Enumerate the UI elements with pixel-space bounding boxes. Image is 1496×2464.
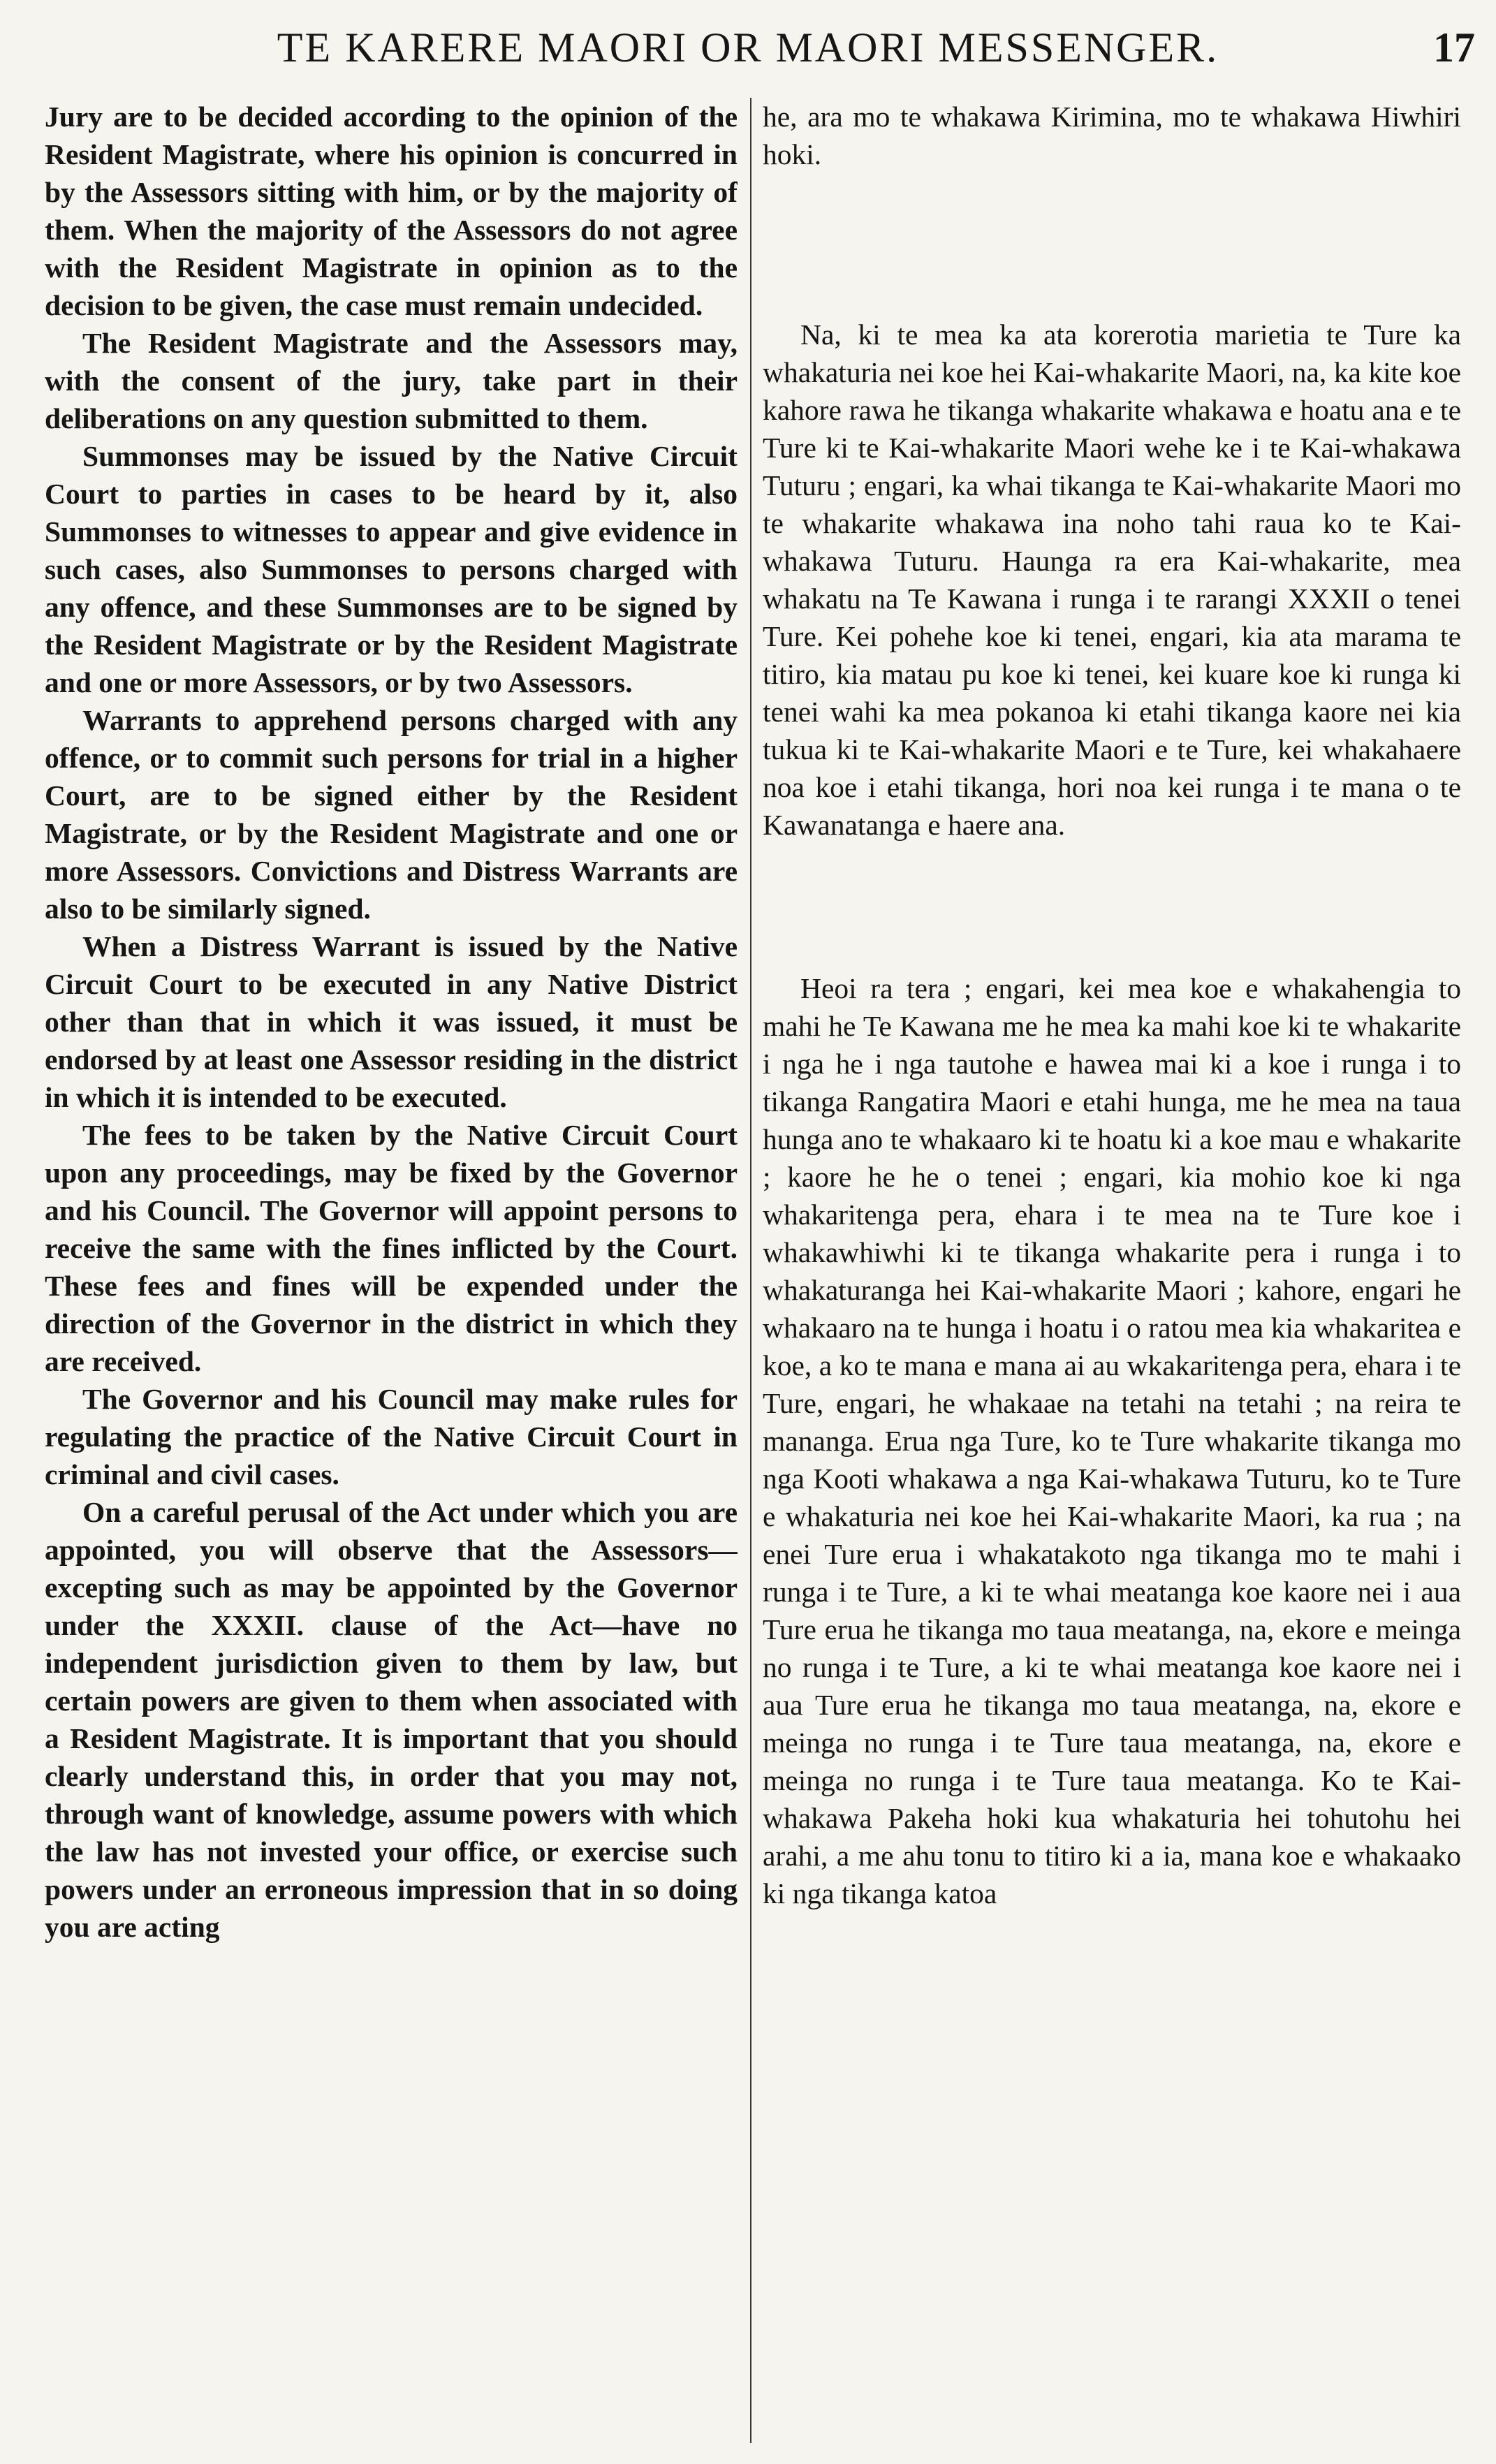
paragraph-heoi-ra-tera: Heoi ra tera ; engari, kei mea koe e whakahengia to mahi he Te Kawana me he mea ka mahi koe ki te whakarite i nga he i nga tautohe e hawea mai ki a koe i runga i to tikanga Rangatira Maori e etahi hunga, me he mea na taua hunga ano te whakaaro ki te hoatu ki a koe mau e whakarite ; kaore he he o tenei ; engari, kia mohio koe ki nga whakaritenga pera, ehara i te mea na te Ture koe i whakawhiwhi ki te tikanga whakarite pera i runga i to whakaturanga hei Kai-whakarite Maori ; kahore, engari he whakaaro na te hunga i hoatu i o ratou mea kia whakaritea e koe, a ko te mana e mana ai au wkakaritenga pera, ehara i te Ture, engari, he whakaae na tetahi na tetahi ; na reira te mananga. Erua nga Ture, ko te Ture whakarite tikanga mo nga Kooti whakawa a nga Kai-whakawa Tuturu, ko te Ture e whakaturia nei koe hei Kai-whakarite Maori, ka rua ; na enei Ture erua i whakatakoto nga tikanga mo te mahi i runga i te Ture, a ki te whai meatanga koe kaore nei i aua Ture erua he tikanga mo taua meatanga, na, ekore e meinga no runga i te Ture, a ki te whai meatanga koe kaore nei i aua Ture erua he tikanga mo taua meatanga, na, ekore e meinga no runga i te Ture taua meatanga, na, ekore e meinga no runga i te Ture taua meatanga. Ko te Kai-whakawa Pakeha hoki kua whakaturia hei tohutohu hei arahi, a me ahu tonu to titiro ki a ia, mana koe e whakaako ki nga tikanga katoa bbox=[763, 972, 1461, 1909]
page-number: 17 bbox=[1433, 24, 1475, 71]
page-header bbox=[0, 14, 1496, 77]
paragraph-summonses: Summonses may be issued by the Native Circuit Court to parties in cases to be heard by it, also Summonses to witnesses to appear and give evidence in such cases, also Summonses to persons charged with any offence, and these Summonses are to be signed by the Resident Magistrate or by the Resident Magistrate and one or more Assessors, or by two Assessors. bbox=[45, 440, 738, 698]
paragraph-fees: The fees to be taken by the Native Circuit Court upon any proceedings, may be fixed by the Governor and his Council. The Governor will appoint persons to receive the same with the fines inflicted by the Court. These fees and fines will be expended under the direction of the Governor in the district in which they are received. bbox=[45, 1119, 738, 1377]
english-column bbox=[45, 98, 738, 2443]
paragraph-deliberations: The Resident Magistrate and the Assessors may, with the consent of the jury, take part in their deliberations on any question submitted to them. bbox=[45, 327, 738, 434]
paragraph-warrants: Warrants to apprehend persons charged with any offence, or to commit such persons for trial in a higher Court, are to be signed either by the Resident Magistrate, or by the Resident Magistrate and one or more Assessors. Convictions and Distress Warrants are also to be similarly signed. bbox=[45, 704, 738, 925]
paragraph-careful-perusal: On a careful perusal of the Act under which you are appointed, you will observe that the Assessors—excepting such as may be appointed by the Governor under the XXXII. clause of the Act—have no independent jurisdiction given to them by law, but certain powers are given to them when associated with a Resident Magistrate. It is important that you should clearly understand this, in order that you may not, through want of knowledge, assume powers with which the law has not invested your office, or exercise such powers under an erroneous impression that in so doing you are acting bbox=[45, 1496, 738, 1943]
paragraph-gap bbox=[763, 844, 1461, 969]
paragraph-jury-decision: Jury are to be decided according to the opinion of the Resident Magistrate, where his opinion is concurred in by the Assessors sitting with him, or by the majority of them. When the majority of the Assessors do not agree with the Resident Magistrate in opinion as to the decision to be given, the case must remain undecided. bbox=[45, 101, 738, 321]
paragraph-rules: The Governor and his Council may make rules for regulating the practice of the Native Circuit Court in criminal and civil cases. bbox=[45, 1383, 738, 1490]
maori-column bbox=[763, 98, 1461, 2443]
masthead-title: TE KARERE MAORI OR MAORI MESSENGER. bbox=[277, 24, 1219, 71]
column-divider bbox=[750, 98, 751, 2443]
paragraph-na-ki-te-mea: Na, ki te mea ka ata korerotia marietia te Ture ka whakaturia nei koe hei Kai-whakarite Maori, na, ka kite koe kahore rawa he tikanga whakarite whakawa e hoatu ana e te Ture ki te Kai-whakarite Maori wehe ke i te Kai-whakawa Tuturu ; engari, ka whai tikanga te Kai-whakarite Maori mo te whakarite whakawa ina noho tahi raua ko te Kai-whakawa Tuturu. Haunga ra era Kai-whakarite, mea whakatu na Te Kawana i runga i te rarangi XXXII o tenei Ture. Kei pohehe koe ki tenei, engari, kia ata marama te titiro, kia matau pu koe ki tenei, kei kuare koe ki runga ki tenei wahi ka mea pokanoa ki etahi tikanga kaore nei kia tukua ki te Kai-whakarite Maori e te Ture, kei whakahaere noa koe i etahi tikanga, hori noa kei runga i te mana o te Kawanatanga e haere ana. bbox=[763, 318, 1461, 841]
paragraph-distress-warrant: When a Distress Warrant is issued by the Native Circuit Court to be executed in any Native District other than that in which it was issued, it must be endorsed by at least one Assessor residing in the district in which it is intended to be executed. bbox=[45, 930, 738, 1113]
paragraph-gap bbox=[763, 173, 1461, 316]
paragraph-continuation: he, ara mo te whakawa Kirimina, mo te whakawa Hiwhiri hoki. bbox=[763, 101, 1461, 170]
